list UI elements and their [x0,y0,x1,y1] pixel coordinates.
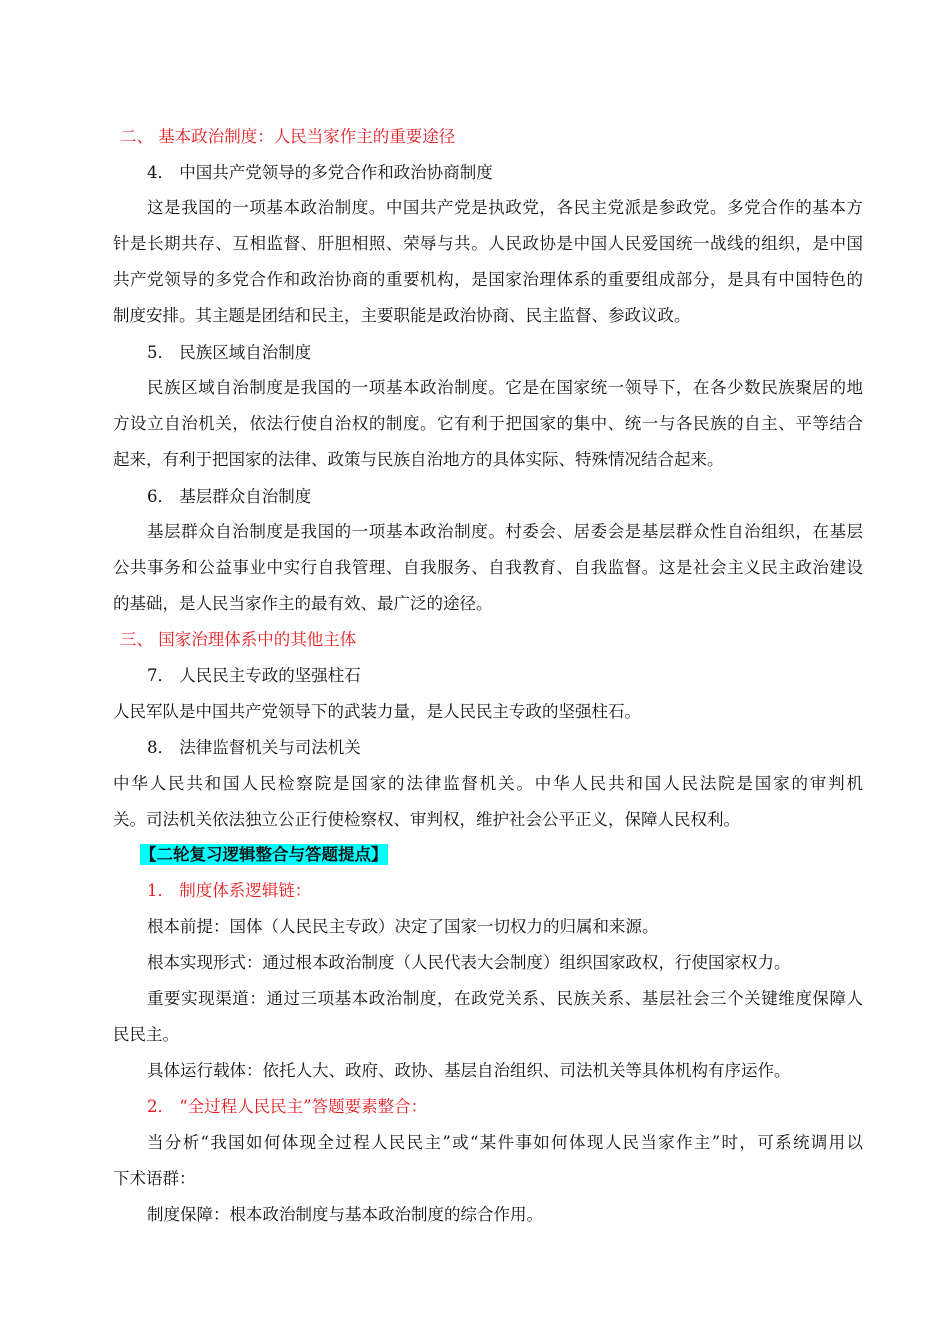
item-4-para-line-2: 针是长期共存、互相监督、肝胆相照、荣辱与共。人民政协是中国人民爱国统一战线的组织，是中国 [113,234,863,253]
item-7-title: 7． 人民民主专政的坚强柱石 [147,666,361,685]
review-point-1-line-1: 根本前提：国体（人民民主专政）决定了国家一切权力的归属和来源。 [147,917,659,936]
item-7-para-line-1: 人民军队是中国共产党领导下的武装力量，是人民民主专政的坚强柱石。 [113,702,641,721]
item-8-title: 8． 法律监督机关与司法机关 [147,738,361,757]
item-8-para-line-1: 中华人民共和国人民检察院是国家的法律监督机关。中华人民共和国人民法院是国家的审判机 [113,774,863,793]
item-6-para-line-2: 公共事务和公益事业中实行自我管理、自我服务、自我教育、自我监督。这是社会主义民主政治建设 [113,558,863,577]
review-point-2-line-1: 当分析“我国如何体现全过程人民民主”或“某件事如何体现人民当家作主”时，可系统调用以 [147,1133,863,1152]
review-point-1-line-4: 民民主。 [113,1025,179,1044]
item-6-para-line-3: 的基础，是人民当家作主的最有效、最广泛的途径。 [113,594,493,613]
review-point-2-title: 2． “全过程人民民主”答题要素整合： [147,1097,428,1116]
item-4-para-line-1: 这是我国的一项基本政治制度。中国共产党是执政党，各民主党派是参政党。多党合作的基本方 [147,198,863,217]
item-8-para-line-2: 关。司法机关依法独立公正行使检察权、审判权，维护社会公平正义，保障人民权利。 [113,810,740,829]
item-5-title: 5． 民族区域自治制度 [147,343,312,362]
item-4-title: 4． 中国共产党领导的多党合作和政治协商制度 [147,163,493,182]
item-5-para-line-2: 方设立自治机关，依法行使自治权的制度。它有利于把国家的集中、统一与各民族的自主、平等结合 [113,414,863,433]
item-4-para-line-4: 制度安排。其主题是团结和民主，主要职能是政治协商、民主监督、参政议政。 [113,306,691,325]
item-5-para-line-1: 民族区域自治制度是我国的一项基本政治制度。它是在国家统一领导下，在各少数民族聚居的地 [147,378,863,397]
review-point-2-line-3: 制度保障：根本政治制度与基本政治制度的综合作用。 [147,1205,543,1224]
item-4-para-line-3: 共产党领导的多党合作和政治协商的重要机构，是国家治理体系的重要组成部分，是具有中国特色的 [113,270,863,289]
item-6-para-line-1: 基层群众自治制度是我国的一项基本政治制度。村委会、居委会是基层群众性自治组织，在基层 [147,522,863,541]
review-point-1-line-3: 重要实现渠道：通过三项基本政治制度，在政党关系、民族关系、基层社会三个关键维度保障人 [147,989,863,1008]
item-5-para-line-3: 起来，有利于把国家的法律、政策与民族自治地方的具体实际、特殊情况结合起来。 [113,450,724,469]
review-point-2-line-2: 下术语群： [113,1169,196,1188]
section-3-heading: 三、 国家治理体系中的其他主体 [120,630,357,649]
review-banner-text: 【二轮复习逻辑整合与答题提点】 [140,845,388,864]
section-2-heading: 二、 基本政治制度：人民当家作主的重要途径 [120,127,456,146]
review-banner [140,843,890,867]
review-point-1-line-5: 具体运行载体：依托人大、政府、政协、基层自治组织、司法机关等具体机构有序运作。 [147,1061,791,1080]
review-point-1-line-2: 根本实现形式：通过根本政治制度（人民代表大会制度）组织国家政权，行使国家权力。 [147,953,791,972]
item-6-title: 6． 基层群众自治制度 [147,487,312,506]
review-point-1-title: 1． 制度体系逻辑链： [147,881,312,900]
